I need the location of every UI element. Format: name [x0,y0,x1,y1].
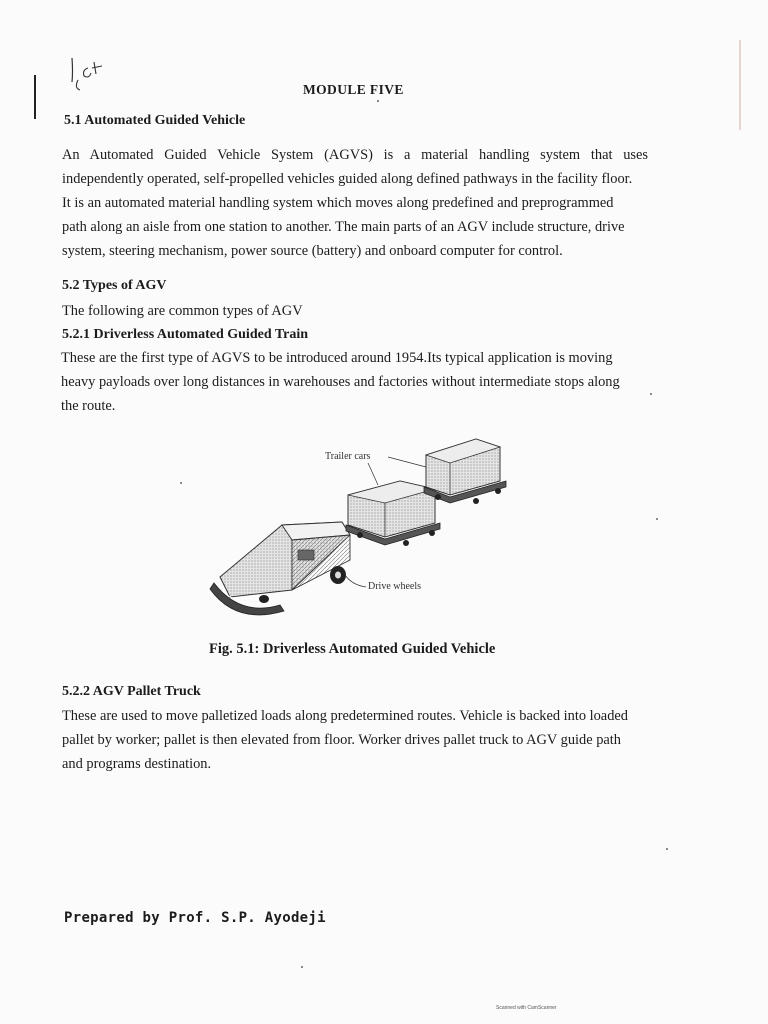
section-heading-5-2: 5.2 Types of AGV [62,278,167,293]
paragraph-line: heavy payloads over long distances in warehouses and factories without intermediate stops along [61,374,620,390]
author-footer: Prepared by Prof. S.P. Ayodeji [64,910,326,926]
scan-speck [666,848,668,850]
paragraph-line: and programs destination. [62,756,212,772]
handwritten-page-number [64,52,114,98]
section-heading-5-2-2: 5.2.2 AGV Pallet Truck [62,684,201,699]
page-edge-shadow [739,40,741,130]
margin-mark [34,75,36,119]
paragraph-line: system, steering mechanism, power source (battery) and onboard computer for control. [62,243,563,259]
paragraph-5-2-2 [62,704,628,776]
paragraph-line: These are the first type of AGVS to be introduced around 1954.Its typical application is moving [61,350,613,366]
scanner-watermark: Scanned with CamScanner [496,1005,557,1011]
scan-speck [656,518,658,520]
scan-speck [180,482,182,484]
figure-caption: Fig. 5.1: Driverless Automated Guided Vehicle [209,641,496,657]
section-heading-5-2-1: 5.2.1 Driverless Automated Guided Train [62,327,309,342]
agv-lead-vehicle [210,522,350,615]
paragraph-line: pallet by worker; pallet is then elevated from floor. Worker drives pallet truck to AGV guide path [62,732,621,748]
module-title: MODULE FIVE [303,82,404,97]
paragraph-line: the route. [61,398,116,414]
paragraph-line: An Automated Guided Vehicle System (AGVS) is a material handling system that uses [62,147,648,163]
scan-speck [377,100,379,102]
label-drive-wheels: Drive wheels [368,581,422,592]
section-heading-5-1: 5.1 Automated Guided Vehicle [64,113,246,128]
paragraph-5-1 [62,143,648,263]
section-5-2-intro [62,299,303,323]
paragraph-line: The following are common types of AGV [62,303,303,319]
paragraph-line: path along an aisle from one station to another. The main parts of an AGV include structure, drive [62,219,625,235]
paragraph-line: independently operated, self-propelled vehicles guided along defined pathways in the facility floor. [62,171,633,187]
trailer-car-2 [424,439,506,504]
scan-speck [650,393,652,395]
paragraph-line: These are used to move palletized loads along predetermined routes. Vehicle is backed into loaded [62,708,628,724]
paragraph-5-2-1 [61,346,620,418]
label-trailer-cars: Trailer cars [325,451,371,462]
paragraph-line: It is an automated material handling system which moves along predefined and preprogrammed [62,195,614,211]
scan-speck [301,966,303,968]
